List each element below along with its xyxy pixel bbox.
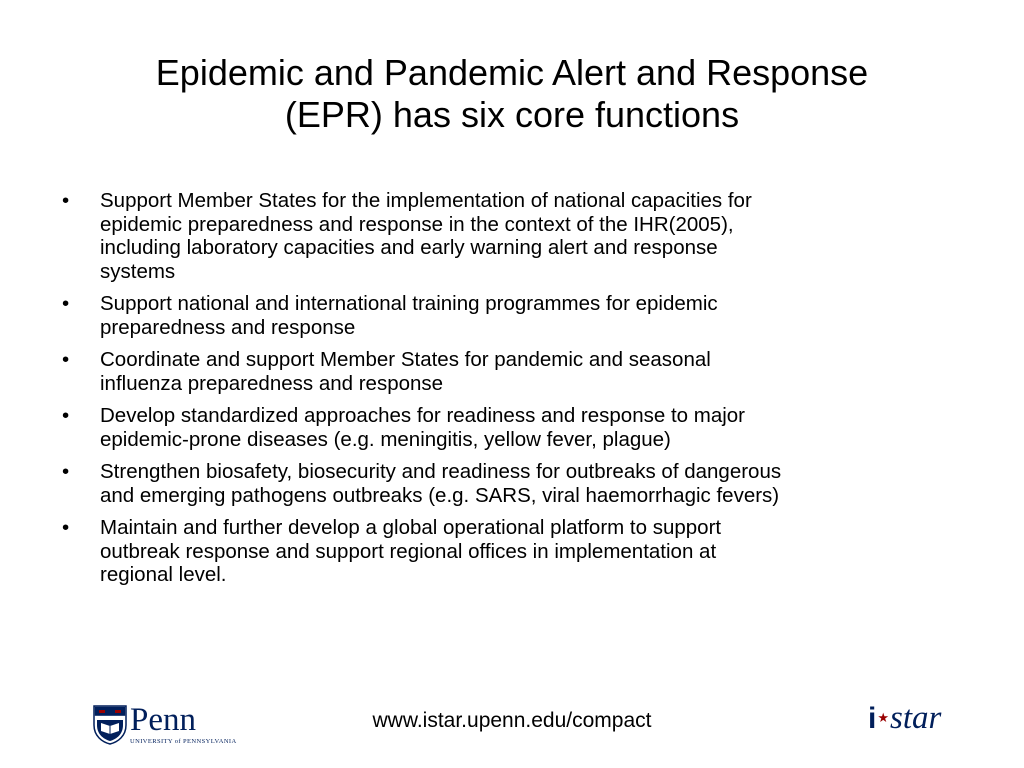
bullet-line: Support national and international training programmes for epidemic (100, 292, 718, 315)
bullet-line: preparedness and response (100, 315, 356, 339)
penn-wordmark: Penn (130, 702, 196, 738)
bullet-item (62, 516, 972, 587)
bullet-line: including laboratory capacities and early warning alert and response (100, 236, 718, 259)
istar-logo[interactable] (868, 700, 968, 740)
bullet-line: Strengthen biosafety, biosecurity and readiness for outbreaks of dangerous (100, 460, 782, 483)
bullet-line: Coordinate and support Member States for pandemic and seasonal (100, 348, 711, 371)
bullet-list (62, 189, 972, 596)
bullet-line: outbreak response and support regional offices in implementation at (100, 539, 717, 563)
bullet-line: systems (100, 259, 176, 283)
bullet-line: influenza preparedness and response (100, 371, 444, 395)
bullet-item (62, 404, 972, 451)
bullet-item (62, 348, 972, 395)
bullet-line: regional level. (100, 563, 227, 586)
slide-title (0, 52, 1024, 136)
bullet-line: and emerging pathogens outbreaks (e.g. SARS, viral haemorrhagic fevers) (100, 483, 780, 507)
bullet-line: epidemic preparedness and response in the context of the IHR(2005), (100, 212, 734, 236)
bullet-mark: • (62, 292, 70, 315)
bullet-item (62, 460, 972, 507)
bullet-mark: • (62, 348, 70, 371)
istar-logo-i: i (868, 702, 877, 735)
bullet-line: Maintain and further develop a global operational platform to support (100, 516, 722, 539)
bullet-mark: • (62, 404, 70, 427)
istar-logo-word: star (890, 700, 942, 736)
bullet-line: epidemic-prone diseases (e.g. meningitis, yellow fever, plague) (100, 427, 671, 451)
footer-url[interactable]: www.istar.upenn.edu/compact (372, 709, 652, 732)
penn-subtitle: UNIVERSITY of PENNSYLVANIA (130, 738, 237, 745)
bullet-mark: • (62, 189, 70, 212)
slide-title-line-2: (EPR) has six core functions (284, 94, 740, 135)
bullet-mark: • (62, 460, 70, 483)
slide-title-line-1: Epidemic and Pandemic Alert and Response (155, 52, 869, 93)
star-icon: ★ (877, 710, 889, 725)
bullet-item (62, 292, 972, 339)
bullet-line: Develop standardized approaches for readiness and response to major (100, 404, 745, 427)
bullet-mark: • (62, 516, 70, 539)
bullet-line: Support Member States for the implementation of national capacities for (100, 189, 752, 212)
bullet-item (62, 189, 972, 283)
